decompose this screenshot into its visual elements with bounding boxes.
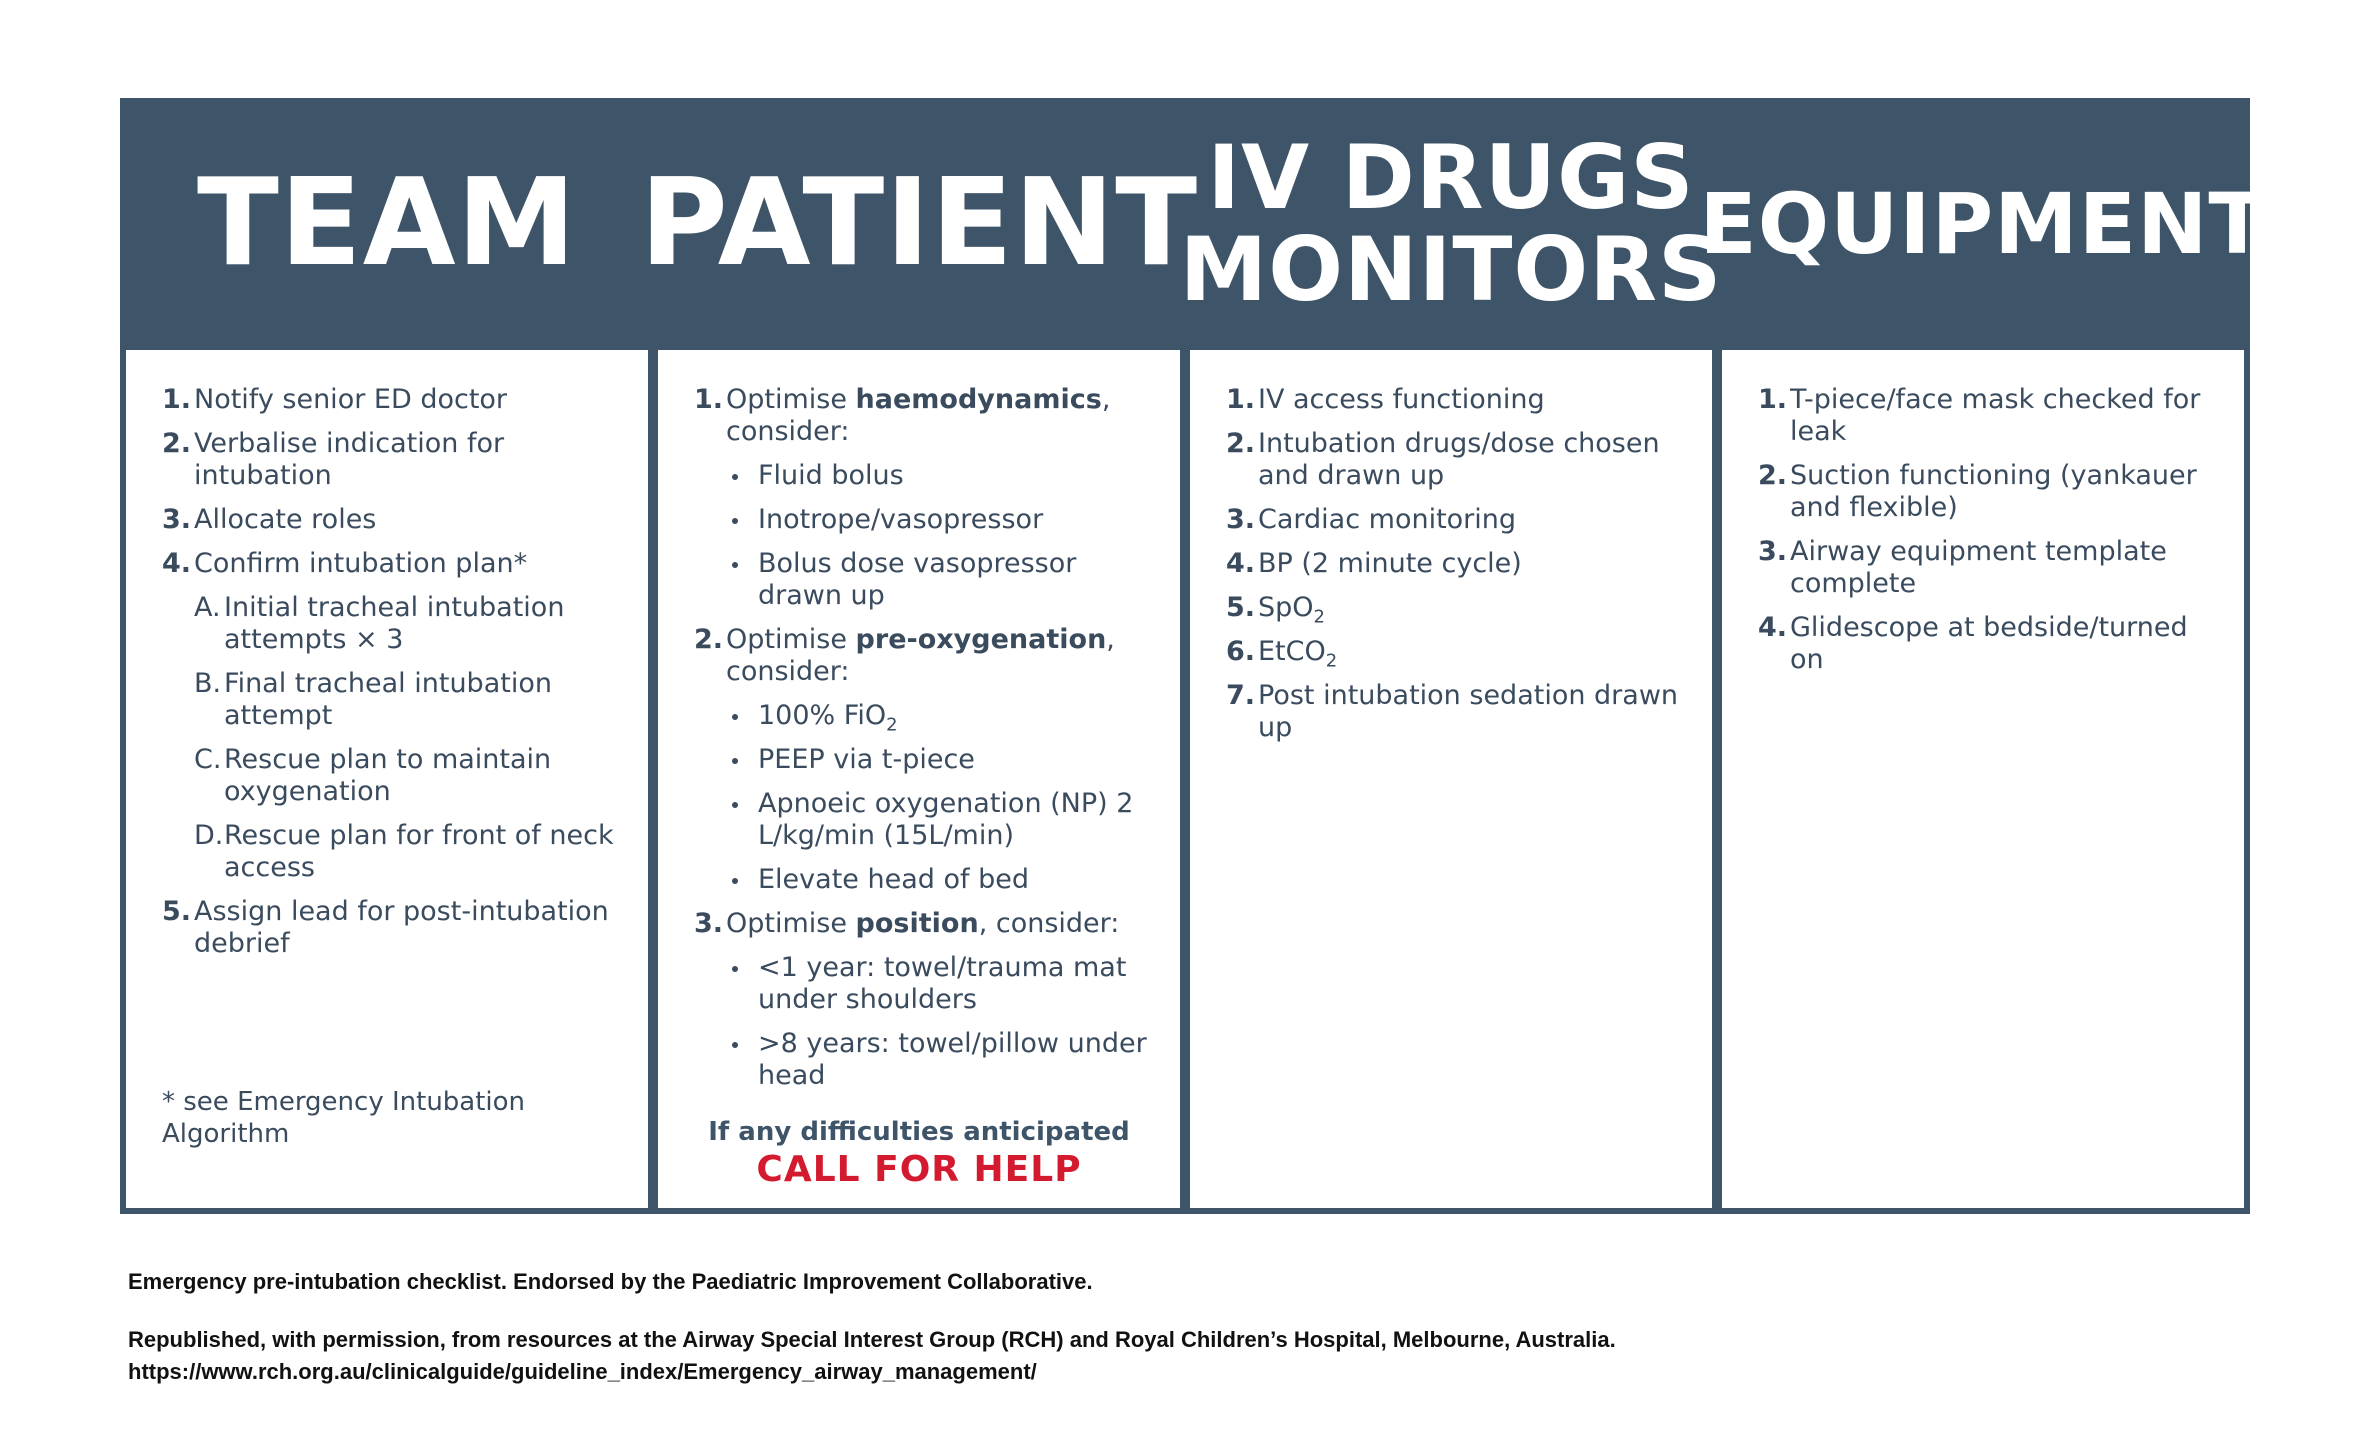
list-item: 1. Notify senior ED doctor — [162, 384, 508, 415]
list-item: 1. IV access functioning — [1226, 384, 1545, 415]
monitors-title: MONITORS — [1179, 218, 1723, 321]
list-item: Fluid bolus — [726, 460, 1160, 492]
intubation-plan-steps — [194, 592, 628, 884]
list-item: 100% FiO$_2$ — [726, 700, 1160, 732]
help-question: If any difficulties anticipated — [708, 1117, 1130, 1147]
call-for-help — [658, 1116, 1180, 1190]
list-item: Bolus dose vasopressor drawn up — [726, 548, 1160, 612]
list-item: 3. Cardiac monitoring — [1226, 504, 1517, 535]
list-item: D. Rescue plan for front of neck access — [194, 820, 614, 883]
list-item: B. Final tracheal intubation attempt — [194, 668, 552, 731]
list-item: Inotrope/vasopressor — [726, 504, 1160, 536]
team-header — [126, 98, 648, 350]
list-item: 4. Confirm intubation plan* A. Initial tracheal intubation attempts × 3 B. Final tracheal intubation attempt C. Rescue plan to maintain oxygenation D. Rescue plan for front of neck access — [162, 548, 628, 884]
iv-drugs-monitors-column — [1179, 98, 1723, 1208]
list-item: 3. Allocate roles — [162, 504, 377, 535]
footnote: * see Emergency Intubation Algorithm — [162, 1087, 526, 1149]
patient-column — [639, 98, 1199, 1208]
list-item: 6. EtCO$_2$ — [1226, 636, 1338, 672]
equipment-header — [1699, 98, 2267, 350]
caption-republished: Republished, with permission, from resources at the Airway Special Interest Group (RCH) and Royal Children’s Hospital, Melbourne, Australia. — [128, 1327, 1616, 1352]
checklist-table — [120, 98, 2267, 1214]
list-item: 1. Optimise haemodynamics, consider: Fluid bolus Inotrope/vasopressor Bolus dose vasopressor drawn up — [694, 384, 1160, 612]
list-item: C. Rescue plan to maintain oxygenation — [194, 744, 552, 807]
list-item: 4. BP (2 minute cycle) — [1226, 548, 1522, 579]
list-item: A. Initial tracheal intubation attempts × 3 — [194, 592, 565, 655]
list-item: PEEP via t-piece — [726, 744, 1160, 776]
list-item: 5. SpO$_2$ — [1226, 592, 1325, 628]
iv-drugs-title: IV DRUGS — [1207, 126, 1695, 229]
caption-attribution — [128, 1324, 1616, 1388]
list-item: 2. Optimise pre-oxygenation, consider: 100% FiO$_2$ PEEP via t-piece Apnoeic oxygenation (NP) 2 L/kg/min (15L/min) Elevate head of bed — [694, 624, 1160, 896]
list-item: <1 year: towel/trauma mat under shoulders — [726, 952, 1160, 1016]
list-item: 3. Airway equipment template complete — [1758, 536, 2167, 599]
iv-drugs-monitors-body — [1190, 350, 1712, 1208]
equipment-title: EQUIPMENT — [1699, 175, 2267, 273]
list-item: 2. Suction functioning (yankauer and flexible) — [1758, 460, 2197, 523]
list-item: 3. Optimise position, consider: <1 year: towel/trauma mat under shoulders >8 years: towel/pillow under head — [694, 908, 1160, 1092]
list-item: 2. Intubation drugs/dose chosen and drawn up — [1226, 428, 1660, 491]
list-item: 2. Verbalise indication for intubation — [162, 428, 505, 491]
equipment-body — [1722, 350, 2244, 1208]
list-item: 7. Post intubation sedation drawn up — [1226, 680, 1679, 743]
help-call: CALL FOR HELP — [756, 1149, 1082, 1190]
patient-title: PATIENT — [639, 154, 1199, 293]
list-item: 4. Glidescope at bedside/turned on — [1758, 612, 2188, 675]
list-item: Elevate head of bed — [726, 864, 1160, 896]
equipment-column — [1699, 98, 2267, 1208]
caption-endorsement: Emergency pre-intubation checklist. Endorsed by the Paediatric Improvement Collaborative. — [128, 1269, 1093, 1294]
patient-header — [639, 98, 1199, 350]
team-body — [126, 350, 648, 1208]
list-item: 1. T-piece/face mask checked for leak — [1758, 384, 2201, 447]
list-item: >8 years: towel/pillow under head — [726, 1028, 1160, 1092]
list-item: Apnoeic oxygenation (NP) 2 L/kg/min (15L/min) — [726, 788, 1160, 852]
team-title: TEAM — [196, 154, 578, 293]
caption-url: https://www.rch.org.au/clinicalguide/guideline_index/Emergency_airway_management/ — [128, 1359, 1037, 1384]
iv-drugs-monitors-header — [1179, 98, 1723, 350]
list-item: 5. Assign lead for post-intubation debrief — [162, 896, 609, 959]
team-column — [126, 98, 648, 1208]
patient-body — [658, 350, 1180, 1208]
